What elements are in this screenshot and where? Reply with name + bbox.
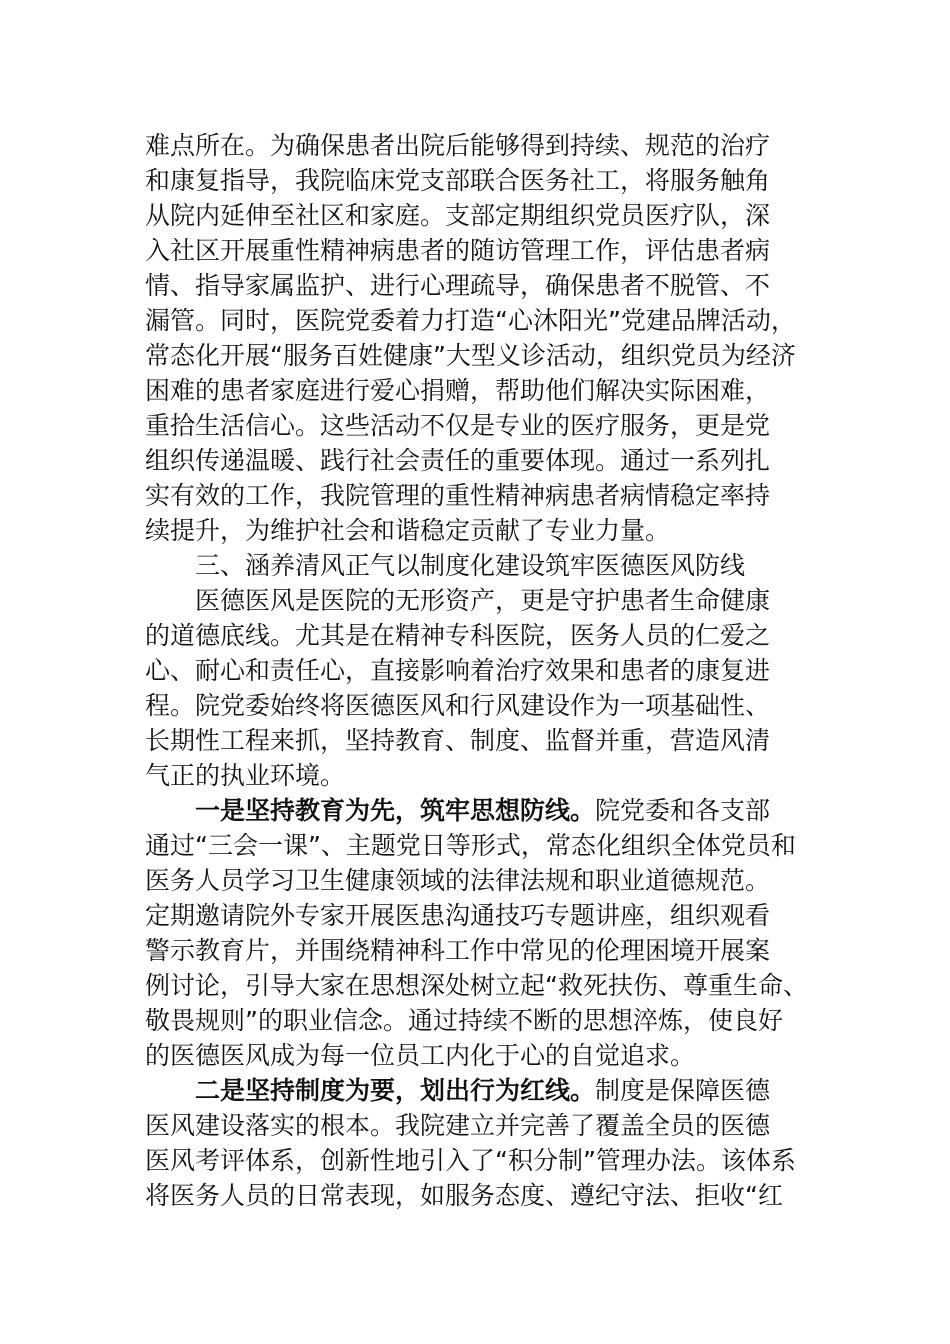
text-line: 的道德底线。尤其是在精神专科医院，医务人员的仁爱之	[145, 621, 771, 650]
text-line: 的医德医风成为每一位员工内化于心的自觉追求。	[145, 1041, 696, 1070]
text-line: 医德医风是医院的无形资产，更是守护患者生命健康	[195, 586, 771, 615]
text-line: 长期性工程来抓，坚持教育、制度、监督并重，营造风清	[145, 726, 771, 755]
text-line: 入社区开展重性精神病患者的随访管理工作，评估患者病	[145, 236, 771, 265]
lead-rest-text: 院党委和各支部	[595, 796, 771, 825]
text-line: 实有效的工作，我院管理的重性精神病患者病情稳定率持	[145, 481, 771, 510]
text-line: 敬畏规则”的职业信念。通过持续不断的思想淬炼，使良好	[145, 1006, 783, 1035]
text-line: 将医务人员的日常表现，如服务态度、遵纪守法、拒收“红	[145, 1181, 783, 1210]
text-line: 难点所在。为确保患者出院后能够得到持续、规范的治疗	[145, 131, 771, 160]
paragraph-first-line	[145, 1073, 810, 1108]
text-line: 警示教育片，并围绕精神科工作中常见的伦理困境开展案	[145, 936, 771, 965]
text-line: 和康复指导，我院临床党支部联合医务社工，将服务触角	[145, 166, 771, 195]
text-line: 医风考评体系，创新性地引入了“积分制”管理办法。该体系	[145, 1146, 796, 1175]
text-line: 程。院党委始终将医德医风和行风建设作为一项基础性、	[145, 691, 771, 720]
text-line: 医风建设落实的根本。我院建立并完善了覆盖全员的医德	[145, 1111, 771, 1140]
text-line: 重拾生活信心。这些活动不仅是专业的医疗服务，更是党	[145, 411, 771, 440]
lead-rest-text: 制度是保障医德	[595, 1076, 771, 1105]
text-line: 例讨论，引导大家在思想深处树立起“救死扶伤、尊重生命、	[145, 971, 808, 1000]
text-line: 通过“三会一课”、主题党日等形式，常态化组织全体党员和	[145, 831, 796, 860]
text-line: 情、指导家属监护、进行心理疏导，确保患者不脱管、不	[145, 271, 771, 300]
text-line: 困难的患者家庭进行爱心捐赠，帮助他们解决实际困难，	[145, 376, 771, 405]
text-line: 续提升，为维护社会和谐稳定贡献了专业力量。	[145, 516, 671, 545]
paragraph-first-line	[145, 793, 810, 828]
document-body	[145, 128, 810, 1213]
text-line: 气正的执业环境。	[145, 761, 346, 790]
text-line: 组织传递温暖、践行社会责任的重要体现。通过一系列扎	[145, 446, 771, 475]
text-line: 常态化开展“服务百姓健康”大型义诊活动，组织党员为经济	[145, 341, 796, 370]
text-line: 医务人员学习卫生健康领域的法律法规和职业道德规范。	[145, 866, 771, 895]
bold-lead-text: 一是坚持教育为先，筑牢思想防线。	[195, 796, 596, 825]
text-line: 定期邀请院外专家开展医患沟通技巧专题讲座，组织观看	[145, 901, 771, 930]
section-heading: 三、涵养清风正气以制度化建设筑牢医德医风防线	[195, 551, 746, 580]
text-line: 心、耐心和责任心，直接影响着治疗效果和患者的康复进	[145, 656, 771, 685]
bold-lead-text: 二是坚持制度为要，划出行为红线。	[195, 1076, 596, 1105]
text-line: 从院内延伸至社区和家庭。支部定期组织党员医疗队，深	[145, 201, 771, 230]
text-line: 漏管。同时，医院党委着力打造“心沐阳光”党建品牌活动，	[145, 306, 796, 335]
